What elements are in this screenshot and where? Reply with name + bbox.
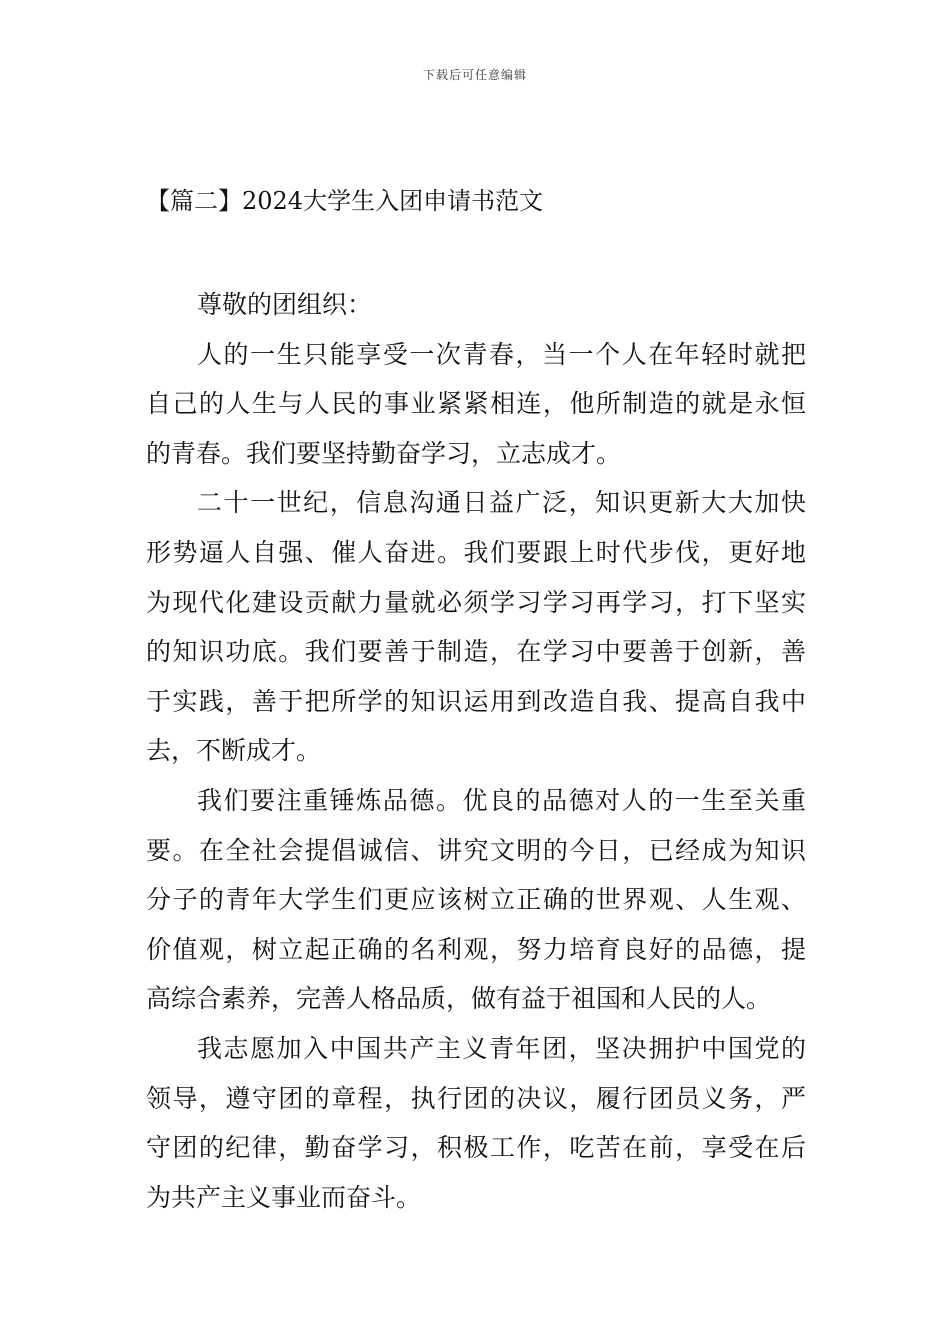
- paragraph: [146, 776, 806, 1024]
- paragraph-line: 价值观，树立起正确的名利观，努力培育良好的品德，提: [146, 934, 806, 964]
- paragraph-line: 领导，遵守团的章程，执行团的决议，履行团员义务，严: [146, 1083, 806, 1113]
- paragraph-line: 守团的纪律，勤奋学习，积极工作，吃苦在前，享受在后: [146, 1133, 806, 1163]
- paragraph-line: 我志愿加入中国共产主义青年团，坚决拥护中国党的: [197, 1033, 806, 1063]
- paragraph-line: 分子的青年大学生们更应该树立正确的世界观、人生观、: [146, 885, 806, 915]
- paragraph: [146, 1024, 806, 1222]
- paragraph-line: 的青春。我们要坚持勤奋学习，立志成才。: [146, 438, 622, 468]
- paragraph-line: 去，不断成才。: [146, 736, 322, 766]
- paragraph-line: 要。在全社会提倡诚信、讲究文明的今日，已经成为知识: [146, 835, 806, 865]
- paragraph-line: 高综合素养，完善人格品质，做有益于祖国和人民的人。: [146, 984, 772, 1014]
- paragraph: [146, 330, 806, 479]
- paragraph: [146, 478, 806, 776]
- paragraph-line: 我们要注重锤炼品德。优良的品德对人的一生至关重: [197, 785, 806, 815]
- page-header-note: 下载后可任意编辑: [422, 68, 527, 82]
- paragraph-line: 为共产主义事业而奋斗。: [146, 1182, 422, 1212]
- paragraph-line: 于实践，善于把所学的知识运用到改造自我、提高自我中: [146, 686, 806, 716]
- paragraph-line: 的知识功底。我们要善于制造，在学习中要善于创新，善: [146, 637, 806, 667]
- salutation: 尊敬的团组织：: [197, 290, 373, 319]
- paragraph-line: 自己的人生与人民的事业紧紧相连，他所制造的就是永恒: [146, 389, 806, 419]
- paragraph-line: 二十一世纪，信息沟通日益广泛，知识更新大大加快: [197, 488, 806, 518]
- document-body: [146, 280, 806, 1222]
- paragraph-line: 人的一生只能享受一次青春，当一个人在年轻时就把: [197, 339, 806, 369]
- paragraph-line: 为现代化建设贡献力量就必须学习学习再学习，打下坚实: [146, 587, 806, 617]
- document-title: 【篇二】2024大学生入团申请书范文: [146, 187, 544, 215]
- paragraph-line: 形势逼人自强、催人奋进。我们要跟上时代步伐，更好地: [146, 537, 806, 567]
